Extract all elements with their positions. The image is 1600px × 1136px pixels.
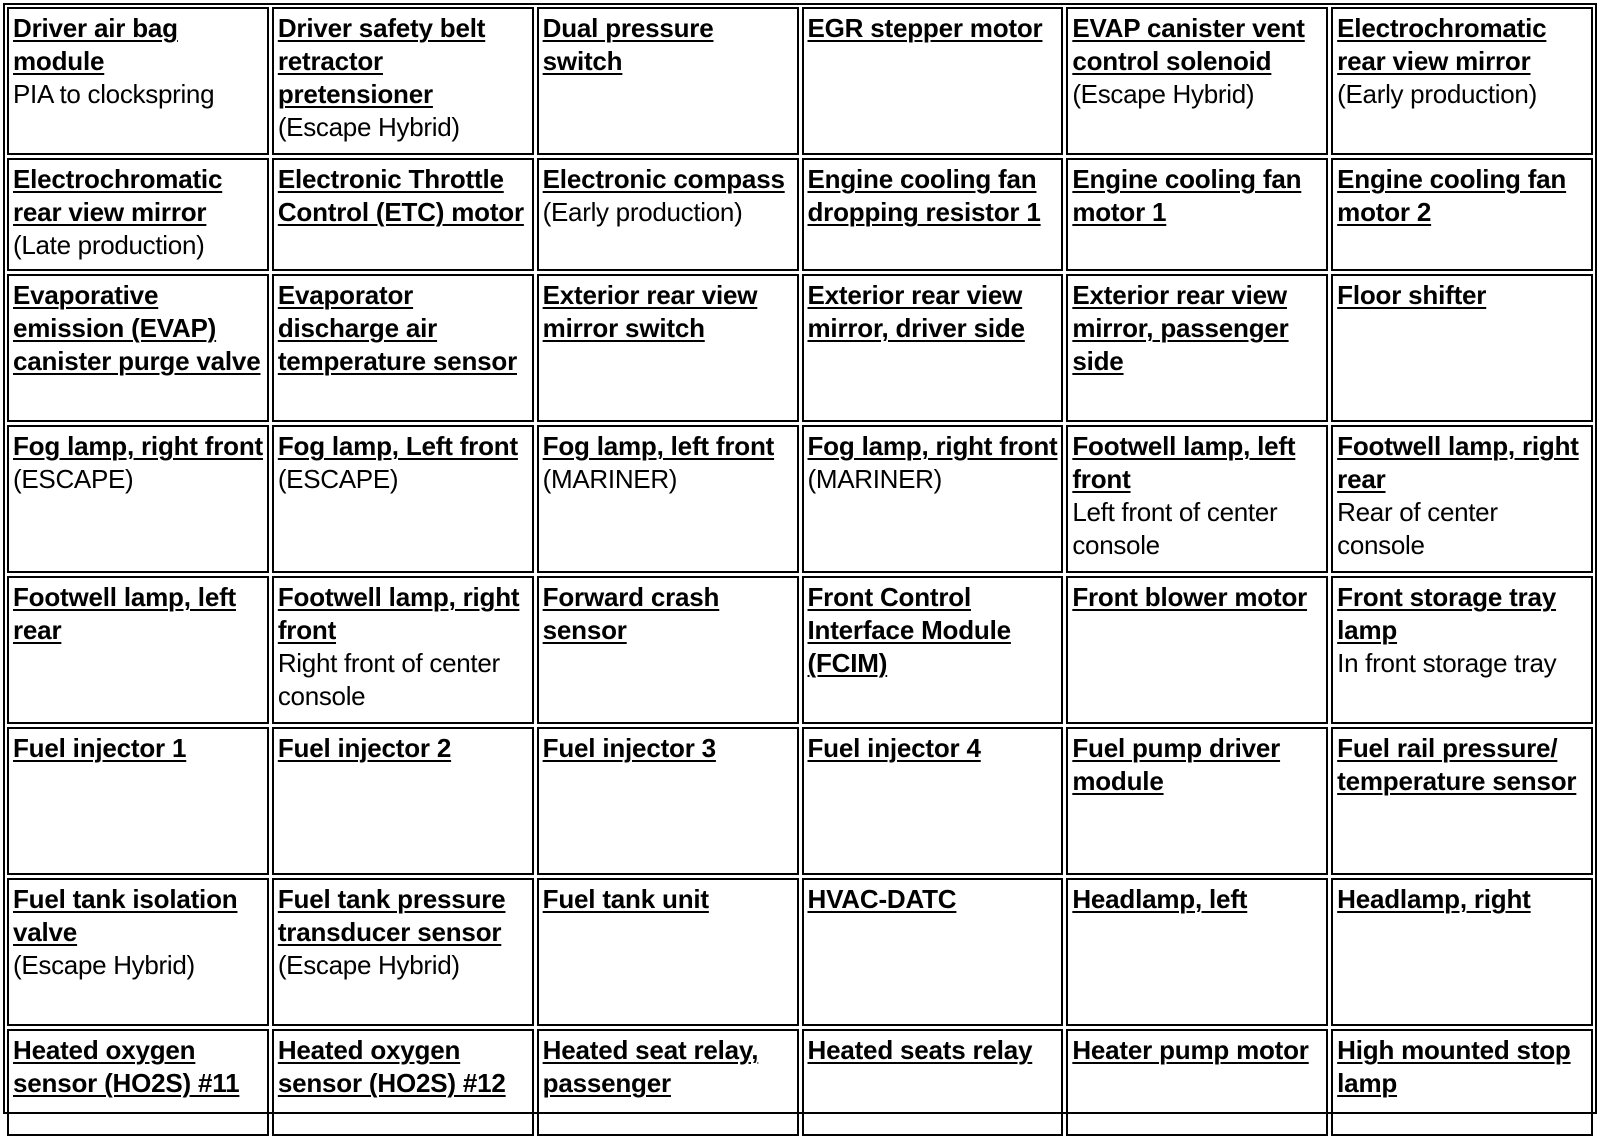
- component-link[interactable]: Exterior rear view mirror switch: [542, 280, 758, 343]
- table-cell: [272, 158, 534, 271]
- table-cell: [272, 576, 534, 724]
- component-link[interactable]: Front blower motor: [1072, 582, 1308, 612]
- component-link[interactable]: Fuel tank unit: [542, 884, 709, 914]
- location-note: Right front of center console: [277, 648, 500, 711]
- component-link[interactable]: Fuel injector 2: [277, 733, 452, 763]
- table-cell: [802, 878, 1064, 1026]
- component-link[interactable]: Heated seats relay: [807, 1035, 1033, 1065]
- table-cell: [802, 158, 1064, 271]
- location-note: (Late production): [13, 230, 205, 260]
- component-link[interactable]: Fuel injector 3: [542, 733, 716, 763]
- table-cell: [1331, 1029, 1593, 1136]
- location-note: In front storage tray: [1337, 648, 1557, 678]
- table-cell: [1331, 158, 1593, 271]
- component-link[interactable]: HVAC-DATC: [807, 884, 957, 914]
- component-link[interactable]: Heated seat relay, passenger: [542, 1035, 759, 1098]
- component-link[interactable]: Engine cooling fan dropping resistor 1: [807, 164, 1041, 227]
- component-link[interactable]: Footwell lamp, right rear: [1337, 431, 1579, 494]
- table-cell: [802, 274, 1064, 422]
- table-cell: [272, 425, 534, 573]
- location-note: (ESCAPE): [13, 464, 134, 494]
- component-link[interactable]: Front storage tray lamp: [1337, 582, 1557, 645]
- location-note: Left front of center console: [1072, 497, 1278, 560]
- location-note: (Escape Hybrid): [277, 950, 460, 980]
- table-cell: [7, 727, 269, 875]
- location-note: (Escape Hybrid): [277, 112, 460, 142]
- table-cell: [537, 158, 799, 271]
- table-cell: [537, 1029, 799, 1136]
- table-cell: [1066, 158, 1328, 271]
- component-link[interactable]: Fuel rail pressure/ temperature sensor: [1337, 733, 1577, 796]
- table-cell: [1066, 7, 1328, 155]
- location-note: (Early production): [1337, 79, 1537, 109]
- component-link[interactable]: Electrochromatic rear view mirror: [13, 164, 223, 227]
- component-link[interactable]: Fog lamp, Left front: [277, 431, 518, 461]
- table-cell: [1066, 1029, 1328, 1136]
- component-link[interactable]: Footwell lamp, left rear: [13, 582, 236, 645]
- table-cell: [272, 878, 534, 1026]
- table-cell: [272, 1029, 534, 1136]
- table-cell: [802, 425, 1064, 573]
- table-cell: [802, 576, 1064, 724]
- table-cell: [1066, 576, 1328, 724]
- location-note: (ESCAPE): [277, 464, 399, 494]
- component-link[interactable]: Floor shifter: [1337, 280, 1487, 310]
- component-link[interactable]: EVAP canister vent control solenoid: [1072, 13, 1305, 76]
- table-cell: [802, 7, 1064, 155]
- table-cell: [1066, 727, 1328, 875]
- component-link[interactable]: High mounted stop lamp: [1337, 1035, 1571, 1098]
- component-link[interactable]: Footwell lamp, right front: [277, 582, 520, 645]
- table-cell: [272, 7, 534, 155]
- component-link[interactable]: Heated oxygen sensor (HO2S) #11: [13, 1035, 240, 1098]
- component-link[interactable]: Front Control Interface Module (FCIM): [807, 582, 1011, 678]
- component-link[interactable]: Dual pressure switch: [542, 13, 714, 76]
- component-link[interactable]: Driver safety belt retractor pretensioner: [277, 13, 486, 109]
- component-link[interactable]: Fuel injector 1: [13, 733, 187, 763]
- table-cell: [7, 274, 269, 422]
- table-cell: [7, 878, 269, 1026]
- table-cell: [537, 425, 799, 573]
- table-cell: [537, 727, 799, 875]
- component-link[interactable]: Electronic Throttle Control (ETC) motor: [277, 164, 524, 227]
- table-cell: [537, 878, 799, 1026]
- table-cell: [1331, 878, 1593, 1026]
- component-link[interactable]: Fuel pump driver module: [1072, 733, 1281, 796]
- location-note: (Early production): [542, 197, 743, 227]
- table-cell: [7, 158, 269, 271]
- table-cell: [1331, 7, 1593, 155]
- component-link[interactable]: Exterior rear view mirror, driver side: [807, 280, 1025, 343]
- table-cell: [1066, 878, 1328, 1026]
- table-cell: [1066, 274, 1328, 422]
- table-cell: [802, 1029, 1064, 1136]
- location-note: (MARINER): [542, 464, 678, 494]
- component-link[interactable]: Fog lamp, left front: [542, 431, 775, 461]
- table-cell: [272, 727, 534, 875]
- component-link[interactable]: EGR stepper motor: [807, 13, 1043, 43]
- location-note: Rear of center console: [1337, 497, 1498, 560]
- component-link[interactable]: Exterior rear view mirror, passenger side: [1072, 280, 1289, 376]
- table-cell: [1066, 425, 1328, 573]
- location-note: PIA to clockspring: [13, 79, 215, 109]
- component-link[interactable]: Evaporator discharge air temperature sensor: [277, 280, 517, 376]
- table-cell: [7, 7, 269, 155]
- table-cell: [7, 425, 269, 573]
- component-location-table: [3, 3, 1597, 1114]
- table-cell: [1331, 274, 1593, 422]
- component-link[interactable]: Heated oxygen sensor (HO2S) #12: [277, 1035, 506, 1098]
- component-link[interactable]: Headlamp, right: [1337, 884, 1531, 914]
- table-cell: [537, 576, 799, 724]
- component-link[interactable]: Headlamp, left: [1072, 884, 1248, 914]
- component-link[interactable]: Fuel tank pressure transducer sensor: [277, 884, 506, 947]
- component-link[interactable]: Evaporative emission (EVAP) canister purge valve: [13, 280, 261, 376]
- component-link[interactable]: Electrochromatic rear view mirror: [1337, 13, 1547, 76]
- location-note: (Escape Hybrid): [1072, 79, 1255, 109]
- table-cell: [272, 274, 534, 422]
- table-cell: [7, 576, 269, 724]
- table-cell: [537, 7, 799, 155]
- table-cell: [1331, 727, 1593, 875]
- component-link[interactable]: Footwell lamp, left front: [1072, 431, 1296, 494]
- table-cell: [802, 727, 1064, 875]
- table-cell: [1331, 576, 1593, 724]
- component-link[interactable]: Fog lamp, right front: [807, 431, 1058, 461]
- component-link[interactable]: Fuel tank isolation valve: [13, 884, 238, 947]
- component-link[interactable]: Driver air bag module: [13, 13, 178, 76]
- component-link[interactable]: Heater pump motor: [1072, 1035, 1309, 1065]
- table-cell: [1331, 425, 1593, 573]
- table-cell: [7, 1029, 269, 1136]
- component-link[interactable]: Forward crash sensor: [542, 582, 720, 645]
- component-link[interactable]: Electronic compass: [542, 164, 785, 194]
- table-cell: [537, 274, 799, 422]
- component-link[interactable]: Engine cooling fan motor 1: [1072, 164, 1302, 227]
- component-link[interactable]: Engine cooling fan motor 2: [1337, 164, 1567, 227]
- location-note: (MARINER): [807, 464, 943, 494]
- location-note: (Escape Hybrid): [13, 950, 195, 980]
- component-link[interactable]: Fuel injector 4: [807, 733, 981, 763]
- component-link[interactable]: Fog lamp, right front: [13, 431, 263, 461]
